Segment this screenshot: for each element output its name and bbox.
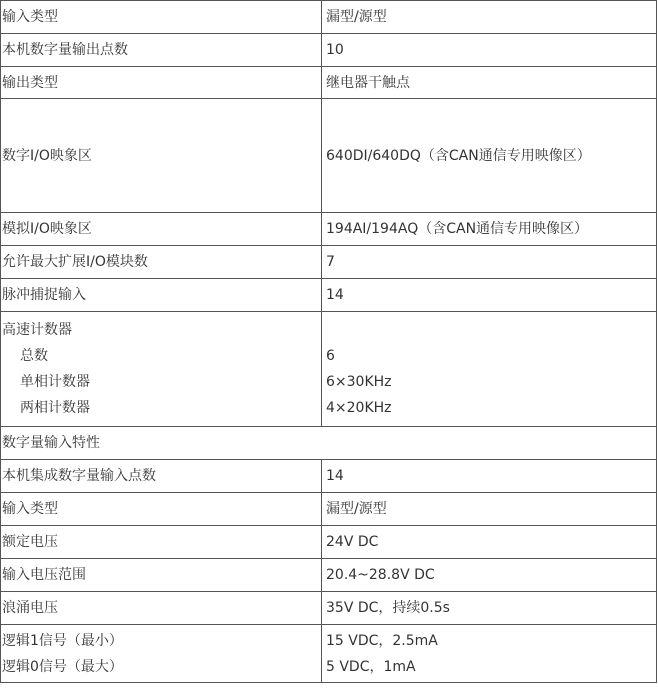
- row-label: 输入类型: [1, 493, 322, 526]
- row-label: 本机数字量输出点数: [1, 34, 322, 67]
- row-value: 14: [322, 279, 657, 312]
- row-label: 模拟I/O映象区: [1, 213, 322, 246]
- row-value: 20.4~28.8V DC: [322, 559, 657, 592]
- row-value: 继电器干触点: [322, 67, 657, 99]
- row-value: 漏型/源型: [322, 1, 657, 34]
- table-row: [1, 493, 657, 526]
- logic-0-label: 逻辑0信号（最大）: [2, 658, 123, 675]
- row-label: 脉冲捕捉输入: [1, 279, 322, 312]
- row-label: 额定电压: [1, 526, 322, 559]
- row-value: 24V DC: [322, 526, 657, 559]
- table-row: [1, 67, 657, 99]
- counter-total-label: 总数: [20, 348, 48, 364]
- section-header: 数字量输入特性: [1, 427, 657, 460]
- row-value: 漏型/源型: [322, 493, 657, 526]
- table-row: [1, 213, 657, 246]
- counter-single-phase-value: 6×30KHz: [326, 374, 392, 390]
- counter-label-cell: [1, 312, 322, 427]
- counter-single-phase-label: 单相计数器: [20, 374, 90, 390]
- row-label: 输入类型: [1, 1, 322, 34]
- row-value: 640DI/640DQ（含CAN通信专用映像区）: [322, 99, 657, 213]
- row-label: 数字I/O映象区: [1, 99, 322, 213]
- row-value: 35V DC，持续0.5s: [322, 592, 657, 625]
- row-label: 本机集成数字量输入点数: [1, 460, 322, 493]
- counter-two-phase-value: 4×20KHz: [326, 400, 392, 416]
- counter-total-value: 6: [326, 348, 335, 364]
- counter-value-cell: [322, 312, 657, 427]
- table-row: [1, 1, 657, 34]
- counter-heading: 高速计数器: [2, 322, 72, 338]
- counter-row: [1, 312, 657, 427]
- table-row: [1, 592, 657, 625]
- table-row: [1, 526, 657, 559]
- row-value: 14: [322, 460, 657, 493]
- section-header-row: [1, 427, 657, 460]
- logic-label-cell: [1, 625, 322, 683]
- counter-heading-spacer: [326, 317, 656, 343]
- logic-row: [1, 625, 657, 683]
- table-row: [1, 460, 657, 493]
- row-value: 10: [322, 34, 657, 67]
- row-label: 浪涌电压: [1, 592, 322, 625]
- row-label: 输出类型: [1, 67, 322, 99]
- table-row: [1, 34, 657, 67]
- row-value: 7: [322, 246, 657, 279]
- logic-value-cell: [322, 625, 657, 683]
- table-row: [1, 279, 657, 312]
- counter-two-phase-label: 两相计数器: [20, 400, 90, 416]
- table-row: [1, 559, 657, 592]
- logic-0-value: 5 VDC，1mA: [326, 658, 416, 675]
- row-label: 输入电压范围: [1, 559, 322, 592]
- logic-1-label: 逻辑1信号（最小）: [2, 632, 123, 649]
- row-value: 194AI/194AQ（含CAN通信专用映像区）: [322, 213, 657, 246]
- logic-1-value: 15 VDC，2.5mA: [326, 632, 438, 649]
- table-row: [1, 99, 657, 213]
- table-row: [1, 246, 657, 279]
- row-label: 允许最大扩展I/O模块数: [1, 246, 322, 279]
